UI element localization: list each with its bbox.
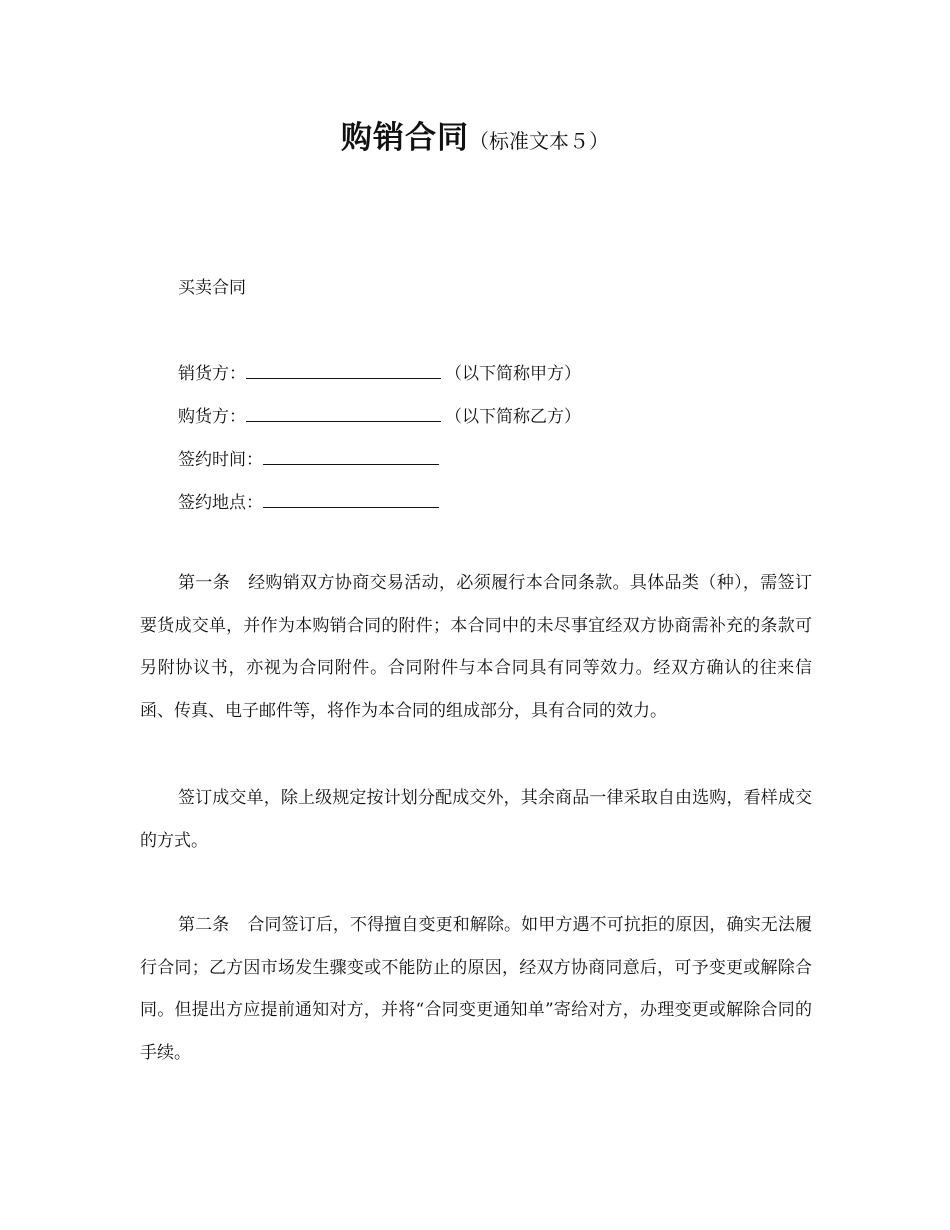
document-title: [0, 112, 950, 157]
title-main: 购销合同: [341, 120, 469, 156]
sign-time-label: 签约时间：: [178, 450, 263, 470]
sign-place-label: 签约地点：: [178, 493, 263, 513]
contract-subtitle: 买卖合同: [178, 278, 246, 298]
article-1-heading: 第一条: [178, 573, 231, 593]
buyer-label: 购货方：: [178, 407, 246, 427]
article-1-text: 经购销双方协商交易活动，必须履行本合同条款。具体品类（种），需签订要货成交单，并作为本购销合同的附件；本合同中的未尽事宜经双方协商需补充的条款可另附协议书，亦视为合同附件。合同附件与本合同具有同等效力。经双方确认的往来信函、传真、电子邮件等，将作为本合同的组成部分，具有合同的效力。: [140, 573, 813, 721]
article-2-text: 合同签订后，不得擅自变更和解除。如甲方遇不可抗拒的原因，确实无法履行合同；乙方因市场发生骤变或不能防止的原因，经双方协商同意后，可予变更或解除合同。但提出方应提前通知对方，并将“合同变更通知单”寄给对方，办理变更或解除合同的手续。: [140, 915, 812, 1063]
seller-line: [178, 360, 581, 386]
article-2-heading: 第二条: [178, 915, 230, 935]
sign-place-line: [178, 489, 443, 515]
buyer-note: （以下简称乙方）: [445, 407, 581, 427]
title-sub: （标准文本５）: [469, 129, 609, 153]
paragraph-2: [140, 777, 812, 862]
article-1: [140, 562, 812, 732]
sign-place-blank[interactable]: [263, 489, 439, 508]
buyer-line: [178, 403, 581, 429]
seller-note: （以下简称甲方）: [445, 364, 581, 384]
seller-blank[interactable]: [246, 360, 441, 379]
seller-label: 销货方：: [178, 364, 246, 384]
article-2: [140, 904, 812, 1074]
sign-time-line: [178, 446, 443, 472]
buyer-blank[interactable]: [246, 403, 441, 422]
paragraph-2-text: 签订成交单，除上级规定按计划分配成交外，其余商品一律采取自由选购，看样成交的方式。: [140, 788, 812, 851]
sign-time-blank[interactable]: [263, 446, 439, 465]
